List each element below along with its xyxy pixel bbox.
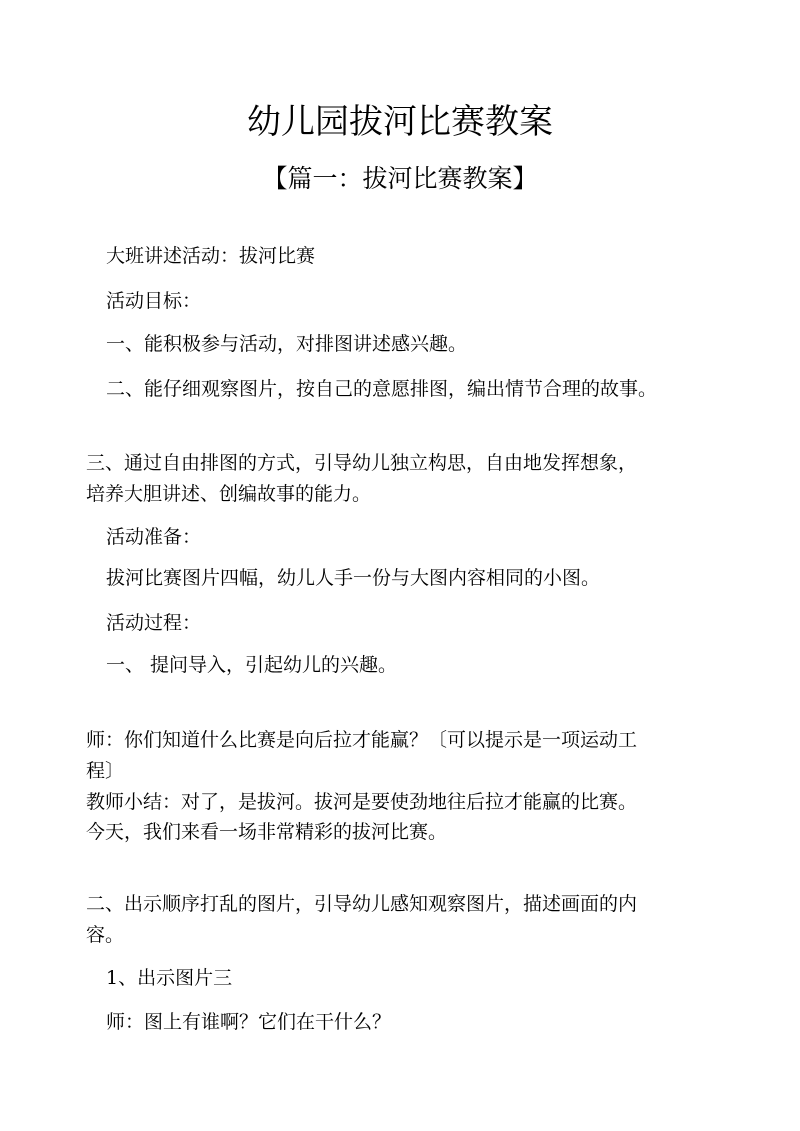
text-line: 一、 提问导入，引起幼儿的兴趣。 xyxy=(106,654,398,676)
document-subtitle: 【篇一：拔河比赛教案】 xyxy=(262,164,538,193)
text-line: 活动过程： xyxy=(106,612,202,634)
text-line: 三、通过自由排图的方式，引导幼儿独立构思，自由地发挥想象， xyxy=(86,452,638,474)
text-line: 师：你们知道什么比赛是向后拉才能赢？〔可以提示是一项运动工 xyxy=(86,729,638,751)
text-line: 二、能仔细观察图片，按自己的意愿排图，编出情节合理的故事。 xyxy=(106,378,658,400)
text-line: 程〕 xyxy=(86,760,125,782)
text-line: 今天，我们来看一场非常精彩的拔河比赛。 xyxy=(86,821,448,843)
text-line: 培养大胆讲述、创编故事的能力。 xyxy=(86,483,372,505)
text-line: 教师小结：对了，是拔河。拔河是要使劲地往后拉才能赢的比赛。 xyxy=(86,791,638,813)
text-line: 拔河比赛图片四幅，幼儿人手一份与大图内容相同的小图。 xyxy=(106,567,601,589)
text-line: 二、出示顺序打乱的图片，引导幼儿感知观察图片，描述画面的内 xyxy=(86,893,638,915)
text-line: 大班讲述活动：拔河比赛 xyxy=(106,245,316,267)
text-line: 活动准备： xyxy=(106,526,202,548)
text-line: 一、能积极参与活动，对排图讲述感兴趣。 xyxy=(106,333,468,355)
text-line: 活动目标： xyxy=(106,290,202,312)
text-line: 1、出示图片三 xyxy=(106,967,233,989)
text-line: 师：图上有谁啊？它们在干什么？ xyxy=(106,1011,392,1033)
document-title: 幼儿园拔河比赛教案 xyxy=(247,102,553,142)
text-line: 容。 xyxy=(86,924,125,946)
